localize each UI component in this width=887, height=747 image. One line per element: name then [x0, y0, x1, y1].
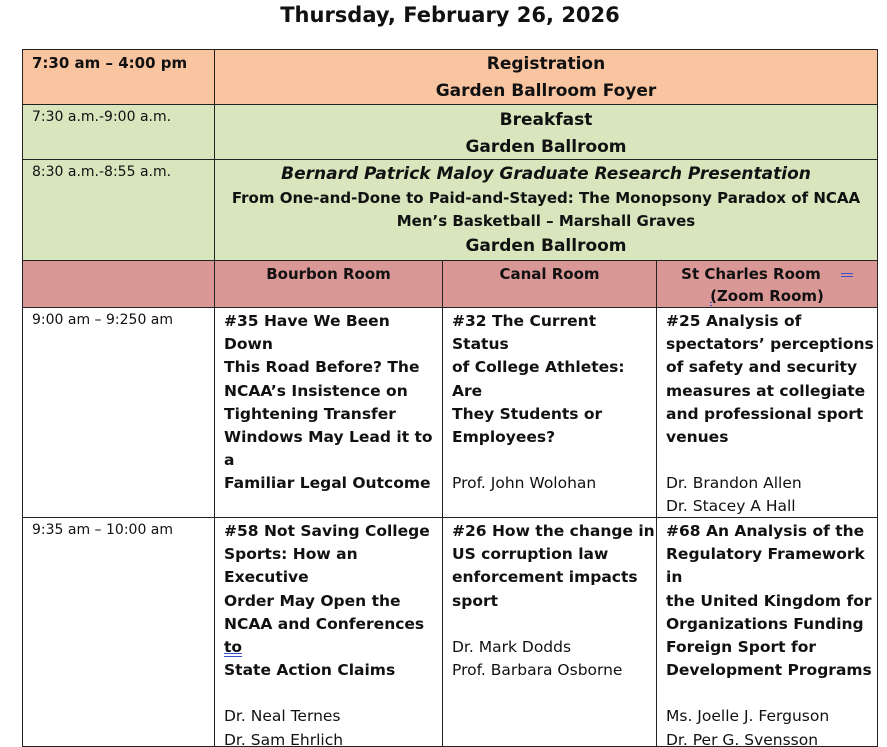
- session-title-line: Familiar Legal Outcome: [224, 474, 431, 493]
- page-title: Thursday, February 26, 2026: [280, 3, 620, 27]
- session-title-line: Development Programs: [666, 661, 872, 680]
- registration-time: 7:30 am – 4:00 pm: [22, 49, 215, 105]
- speaker: Dr. Sam Ehrlich: [224, 730, 344, 747]
- session1-stcharles: [656, 307, 878, 518]
- session-title-line: #35 Have We Been Down: [224, 312, 390, 354]
- session2-time: 9:35 am – 10:00 am: [22, 517, 215, 747]
- session-title-text: NCAA and Conferences: [224, 614, 425, 633]
- presentation-topic-line1: From One-and-Done to Paid-and-Stayed: The Monopsony Paradox of NCAA: [231, 189, 861, 207]
- underlined-word: to: [224, 638, 243, 657]
- speaker: Dr. Per G. Svensson: [666, 730, 819, 747]
- session-title-line: NCAA’s Insistence on: [224, 381, 408, 400]
- session-title-line: State Action Claims: [224, 661, 396, 680]
- session-title-line: They Students or: [452, 404, 603, 423]
- breakfast-time: 7:30 a.m.-9:00 a.m.: [22, 104, 215, 160]
- session-title-line: enforcement impacts: [452, 568, 638, 587]
- session-title-line: #58 Not Saving College: [224, 522, 430, 540]
- speaker: Dr. Neal Ternes: [224, 707, 341, 726]
- speaker: Dr. Mark Dodds: [452, 637, 572, 656]
- session-title-line: the United Kingdom for: [666, 591, 872, 610]
- session-title-line: and professional sport: [666, 404, 864, 423]
- speaker: Ms. Joelle J. Ferguson: [666, 707, 830, 726]
- room-header-bourbon: Bourbon Room: [214, 260, 443, 308]
- session-title-line: Tightening Transfer: [224, 404, 396, 423]
- registration-block: [214, 49, 878, 105]
- session-title-line: [224, 613, 442, 659]
- presentation-topic-line2: Men’s Basketball – Marshall Graves: [396, 212, 696, 230]
- session-title-line: measures at collegiate: [666, 381, 866, 400]
- breakfast-location: Garden Ballroom: [465, 137, 627, 157]
- room-header-stcharles: [656, 260, 878, 308]
- session-title-line: Windows May Lead it to a: [224, 428, 433, 470]
- speaker: Dr. Brandon Allen: [666, 474, 802, 493]
- presentation-location: Garden Ballroom: [465, 236, 627, 256]
- session-title-line: Regulatory Framework in: [666, 545, 865, 587]
- room-header-stcharles-name: St Charles Room: [681, 265, 821, 283]
- room-header-canal: Canal Room: [442, 260, 657, 308]
- session-title-line: #32 The Current Status: [452, 312, 597, 354]
- session-title-line: This Road Before? The: [224, 358, 420, 377]
- session1-bourbon: [214, 307, 443, 518]
- double-underline-mark: [841, 273, 853, 277]
- speaker: Prof. John Wolohan: [452, 474, 597, 493]
- presentation-time: 8:30 a.m.-8:55 a.m.: [22, 159, 215, 261]
- session-title-line: Sports: How an Executive: [224, 545, 358, 587]
- speaker: Dr. Stacey A Hall: [666, 497, 796, 516]
- session-title-line: #68 An Analysis of the: [666, 522, 865, 540]
- session2-bourbon: [214, 517, 443, 747]
- session-title-line: of College Athletes: Are: [452, 358, 625, 400]
- session-title-line: Order May Open the: [224, 591, 401, 610]
- speaker: Prof. Barbara Osborne: [452, 661, 623, 680]
- session-title-line: Foreign Sport for: [666, 638, 816, 657]
- breakfast-label: Breakfast: [499, 110, 593, 130]
- session2-canal: [442, 517, 657, 747]
- session-title-line: Employees?: [452, 428, 556, 447]
- session-title-line: US corruption law: [452, 545, 609, 564]
- presentation-block: [214, 159, 878, 261]
- session1-time: 9:00 am – 9:250 am: [22, 307, 215, 518]
- session-title-line: #26 How the change in: [452, 522, 655, 540]
- room-header-stcharles-zoom: Zoom Room): [716, 287, 824, 305]
- session-title-line: #25 Analysis of: [666, 312, 802, 330]
- session-title-line: of safety and security: [666, 358, 858, 377]
- session-title-line: sport: [452, 591, 499, 610]
- session-title-line: venues: [666, 428, 729, 447]
- breakfast-block: [214, 104, 878, 160]
- session-title-line: Organizations Funding: [666, 614, 864, 633]
- registration-label: Registration: [486, 54, 606, 74]
- session2-stcharles: [656, 517, 878, 747]
- room-header-blank: [22, 260, 215, 308]
- presentation-title: Bernard Patrick Maloy Graduate Research Presentation: [281, 164, 811, 184]
- session1-canal: [442, 307, 657, 518]
- session-title-line: spectators’ perceptions: [666, 335, 874, 354]
- registration-location: Garden Ballroom Foyer: [435, 81, 657, 101]
- paren-underline: (: [710, 287, 717, 305]
